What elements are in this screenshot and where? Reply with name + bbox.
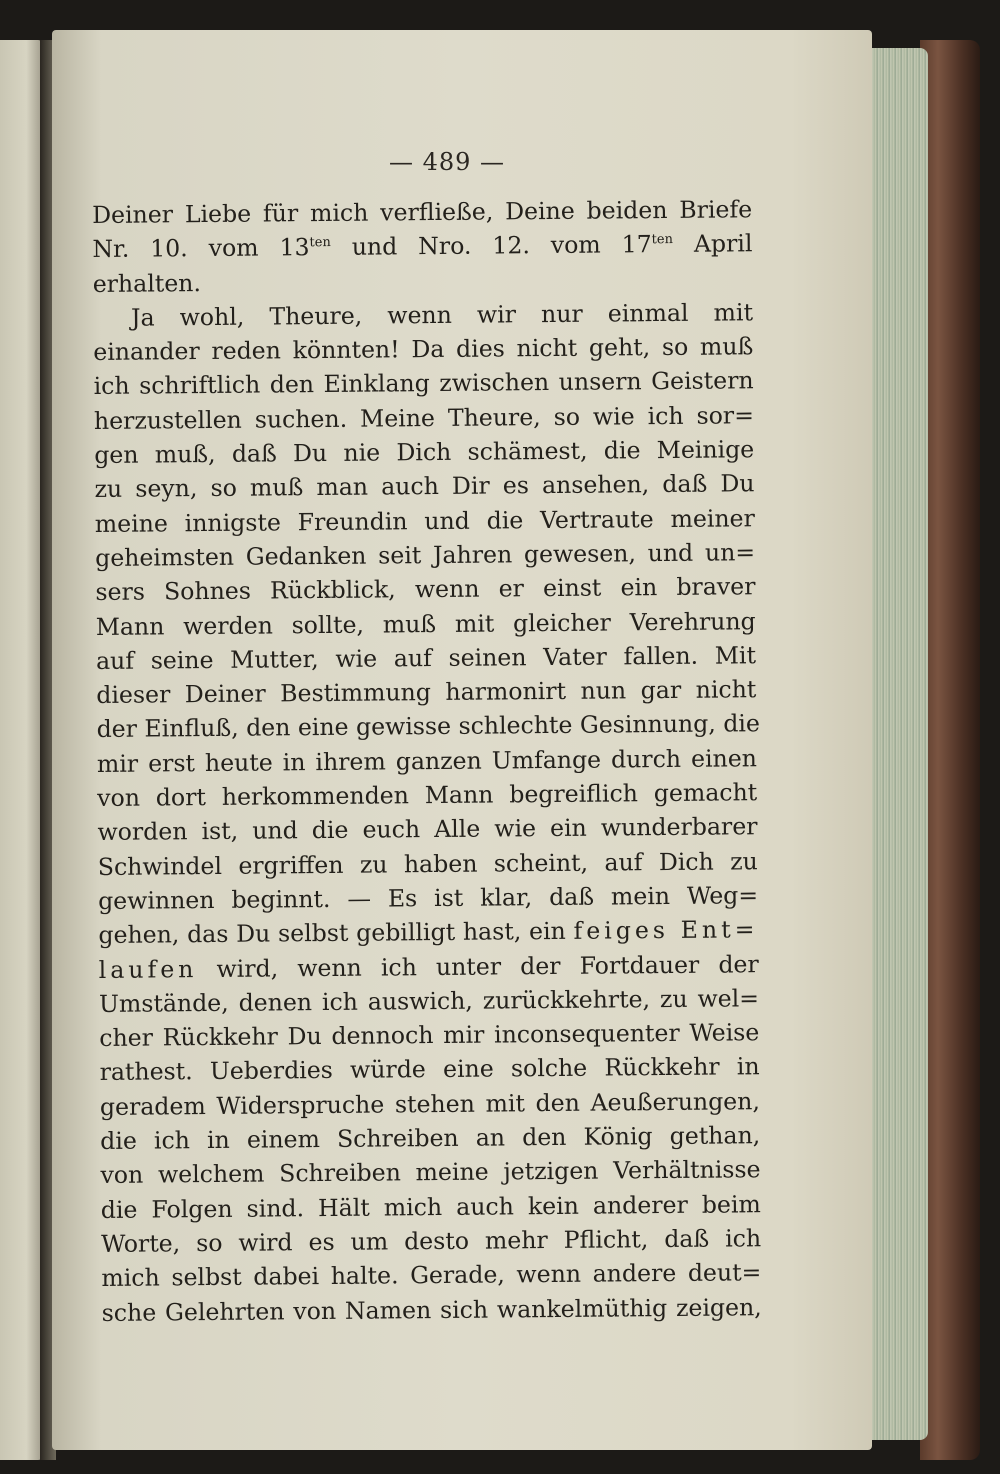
text-line <box>99 981 759 1021</box>
superscript-text: ten <box>651 232 674 248</box>
text-span: herzustellen suchen. Meine Theure, so wie ich sor= <box>93 401 755 435</box>
text-line <box>99 1050 759 1090</box>
text-span: der Einfluß, den eine gewisse schlechte Gesinnung, die <box>96 709 761 744</box>
text-span: sers Sohnes Rückblick, wenn er einst ein braver <box>95 572 756 607</box>
text-line <box>94 398 754 438</box>
text-line <box>100 1153 760 1193</box>
text-line <box>101 1187 761 1227</box>
text-span: zu seyn, so muß man auch Dir es ansehen, daß Du <box>94 469 755 504</box>
text-line <box>98 844 758 884</box>
text-line <box>98 878 758 918</box>
text-line <box>102 1290 762 1330</box>
text-span: die ich in einem Schreiben an den König gethan, <box>100 1121 761 1155</box>
text-line <box>99 947 759 987</box>
text-span: geradem Widerspruche stehen mit den Aeußerungen, <box>99 1086 761 1121</box>
text-line <box>96 672 756 712</box>
text-line <box>96 638 756 678</box>
text-span: sche Gelehrten von Namen sich wankelmüthig zeigen, <box>101 1292 762 1327</box>
book-page <box>52 30 872 1450</box>
text-line <box>97 775 757 815</box>
text-line <box>94 467 754 507</box>
text-span: auf seine Mutter, wie auf seinen Vater fallen. Mit <box>95 641 757 675</box>
text-line <box>101 1255 761 1295</box>
text-span: von dort herkommenden Mann begreiflich gemacht <box>97 778 758 813</box>
text-line <box>98 912 758 952</box>
text-span: gen muß, daß Du nie Dich schämest, die Meinige <box>94 435 755 470</box>
text-span: ich schriftlich den Einklang zwischen unsern Geistern <box>93 366 754 401</box>
text-line <box>94 432 754 472</box>
body-text <box>92 192 762 1330</box>
text-span: Schwindel ergriffen zu haben scheint, auf Dich zu <box>97 846 758 881</box>
text-span: Nr. 10. vom 13 <box>92 233 310 264</box>
text-span: mich selbst dabei halte. Gerade, wenn andere deut= <box>101 1258 762 1293</box>
text-line <box>99 1015 759 1055</box>
text-span: mir erst heute in ihrem ganzen Umfange durch einen <box>96 743 758 778</box>
text-span: Umstände, denen ich auswich, zurückkehrte, zu wel= <box>98 984 760 1018</box>
text-span: Ja wohl, Theure, wenn wir nur einmal mit <box>130 298 754 332</box>
text-line <box>96 707 761 747</box>
text-span: cher Rückkehr Du dennoch mir inconsequenter Weise <box>99 1018 760 1053</box>
text-line <box>95 535 755 575</box>
text-span: Deiner Liebe für mich verfließe, Deine beiden Briefe <box>92 195 753 229</box>
text-line <box>93 261 753 301</box>
text-span: geheimsten Gedanken seit Jahren gewesen, und un= <box>95 538 756 572</box>
text-span: Mann werden sollte, muß mit gleicher Verehrung <box>95 606 756 641</box>
text-span: wird, wenn ich unter der Fortdauer der <box>197 949 759 983</box>
text-line <box>93 364 753 404</box>
facing-page-edge <box>0 40 44 1460</box>
text-line <box>100 1084 760 1124</box>
superscript-text: ten <box>309 235 331 251</box>
text-span: laufen <box>98 954 198 984</box>
text-span: die Folgen sind. Hält mich auch kein anderer beim <box>100 1189 761 1224</box>
text-span: gewinnen beginnt. — Es ist klar, daß mein Weg= <box>98 881 759 915</box>
text-line <box>95 569 755 609</box>
text-line <box>95 501 755 541</box>
text-span: feiges Ent= <box>573 915 759 946</box>
text-span: worden ist, und die euch Alle wie ein wunderbarer <box>97 812 758 847</box>
text-line <box>92 227 752 267</box>
text-line <box>96 604 756 644</box>
text-span: von welchem Schreiben meine jetzigen Verhältnisse <box>100 1155 761 1190</box>
page-number: — 489 — <box>388 148 506 176</box>
text-line <box>97 810 757 850</box>
text-span: Worte, so wird es um desto mehr Pflicht, daß ich <box>101 1224 762 1258</box>
text-line <box>97 741 757 781</box>
text-span: einander reden könnten! Da dies nicht geht, so muß <box>93 332 754 367</box>
text-span: gehen, das Du selbst gebilligt hast, ein <box>98 917 574 950</box>
text-line <box>92 192 752 232</box>
text-line <box>93 329 753 369</box>
text-line <box>101 1221 761 1261</box>
text-span: rathest. Ueberdies würde eine solche Rückkehr in <box>99 1052 760 1087</box>
text-line <box>100 1118 760 1158</box>
book-cover-edge <box>920 40 980 1460</box>
text-span: erhalten. <box>92 268 202 298</box>
text-line <box>93 295 753 335</box>
text-span: meine innigste Freundin und die Vertraute meiner <box>94 503 755 538</box>
text-span: dieser Deiner Bestimmung harmonirt nun gar nicht <box>96 675 757 710</box>
text-span: April <box>672 229 753 259</box>
text-span: und Nro. 12. vom 17 <box>330 230 652 262</box>
